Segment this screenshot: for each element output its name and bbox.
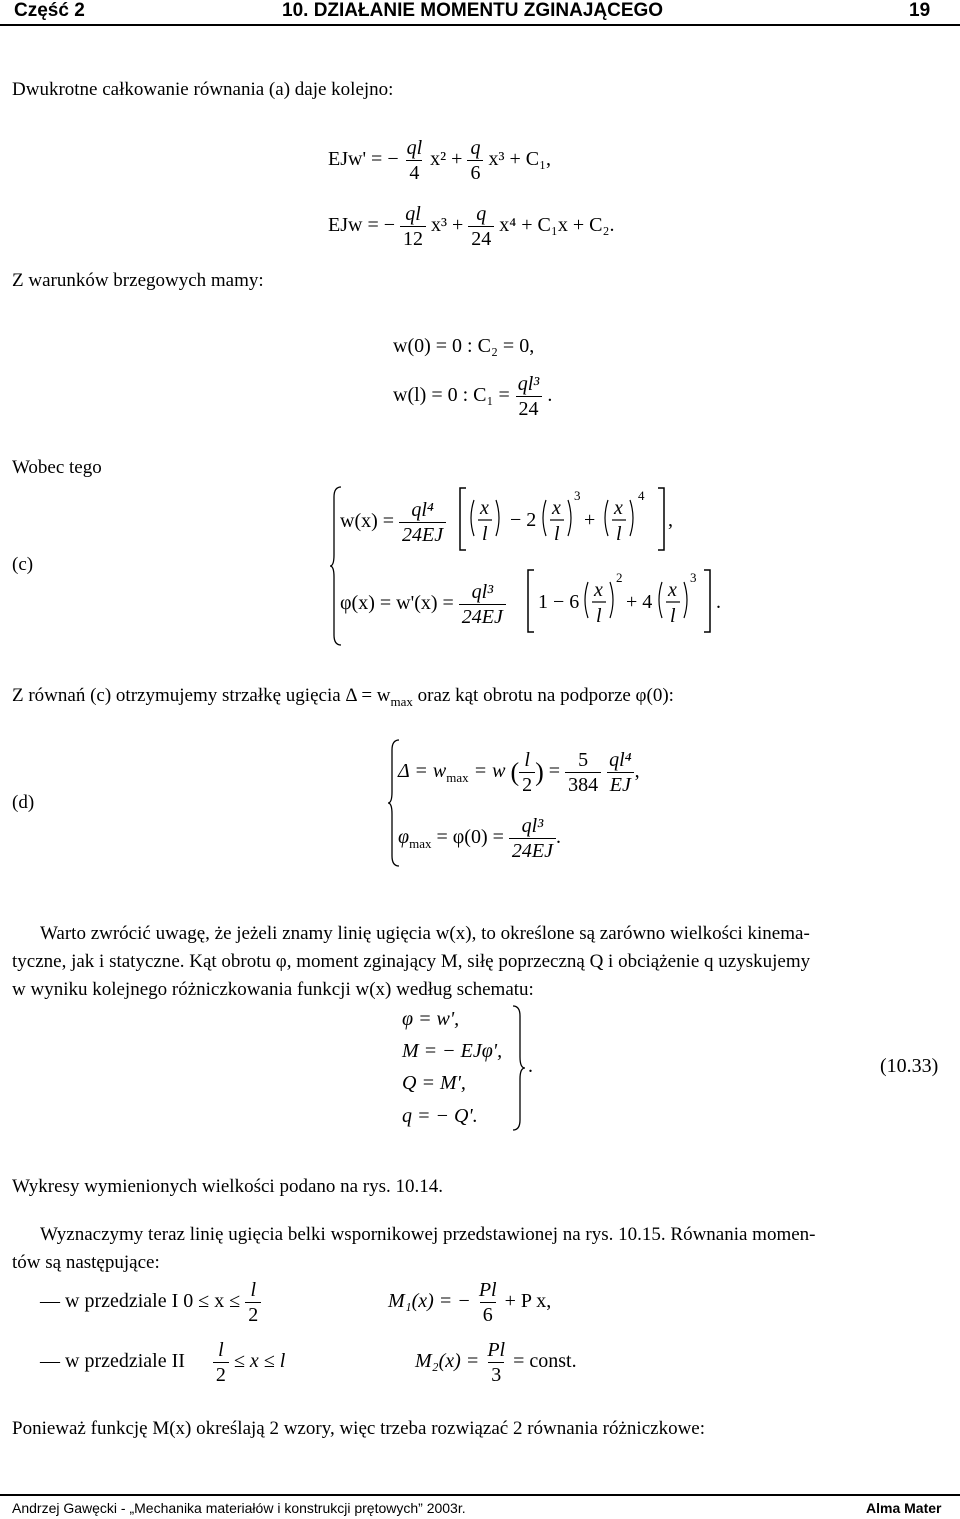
footer-left: Andrzej Gawęcki - „Mechanika materiałów i konstrukcji prętowych” 2003r. xyxy=(12,1500,466,1516)
final-text: Ponieważ funkcję M(x) określają 2 wzory, więc trzeba rozwiązać 2 równania różniczkowe: xyxy=(12,1418,706,1439)
equation-phi-of-x xyxy=(340,582,506,627)
d2-den: 24EJ xyxy=(509,838,556,861)
eq2-den2: 24 xyxy=(468,226,494,249)
para1-line3: w wyniku kolejnego różniczkowania funkcji w(x) według schematu: xyxy=(12,979,534,1000)
range2-mden: 3 xyxy=(488,1362,504,1385)
svg-text:3: 3 xyxy=(574,488,581,503)
d2-end: . xyxy=(555,826,561,849)
bc2-lhs: w(l) = 0 : C₁ = xyxy=(393,384,510,407)
d1-den1: 2 xyxy=(519,772,535,795)
range2-den: 2 xyxy=(213,1362,229,1385)
d1-num2: 5 xyxy=(578,749,589,771)
range1-mend: + P x, xyxy=(504,1290,552,1313)
d1-num1: l xyxy=(524,749,530,771)
header-chapter: 10. DZIAŁANIE MOMENTU ZGINAJĄCEGO xyxy=(282,0,664,21)
svg-text:l: l xyxy=(554,523,560,545)
svg-text:.: . xyxy=(716,591,721,613)
c1-den: 24EJ xyxy=(399,522,446,545)
scheme-line-3: Q = M', xyxy=(402,1072,466,1094)
c1-num: ql⁴ xyxy=(411,499,434,521)
d1-den3: EJ xyxy=(607,772,634,795)
d1-end: , xyxy=(634,760,640,783)
range2-mid: ≤ x ≤ l xyxy=(233,1350,286,1373)
svg-text:x: x xyxy=(668,579,677,601)
eq1-den2: 6 xyxy=(467,160,483,183)
svg-text:l: l xyxy=(616,523,622,545)
equation-ejw xyxy=(328,204,614,249)
para2-line2: tów są następujące: xyxy=(12,1252,160,1273)
eq2-num2: q xyxy=(476,203,487,225)
range2-m: M₂(x) = xyxy=(415,1350,480,1373)
para1-line2: tyczne, jak i statyczne. Kąt obrotu φ, moment zginający M, siłę poprzeczną Q i obciążenie q uzyskujemy xyxy=(12,951,811,972)
footer-rule xyxy=(0,1494,960,1496)
d2-mid: = φ(0) = xyxy=(436,826,504,849)
label-c: (c) xyxy=(12,554,34,575)
footer-right: Alma Mater xyxy=(866,1500,942,1516)
d2-lhs: φ xyxy=(398,826,410,849)
range2-moment xyxy=(415,1340,577,1385)
c2-lhs: φ(x) = w'(x) = xyxy=(340,592,454,615)
scheme-line-1: φ = w', xyxy=(402,1008,460,1030)
z-rownan-main: Z równań (c) otrzymujemy strzałkę ugięcia Δ = w xyxy=(12,685,391,706)
eq1-lhs: EJw' = − xyxy=(328,148,399,171)
eq2-num1: ql xyxy=(405,203,421,225)
svg-text:l: l xyxy=(670,605,676,627)
range2-num: l xyxy=(218,1339,224,1361)
bc2-end: . xyxy=(547,384,553,407)
header-part: Część 2 xyxy=(14,0,85,21)
wykresy-text: Wykresy wymienionych wielkości podano na rys. 10.14. xyxy=(12,1176,444,1197)
range1-m: M₁(x) = − xyxy=(388,1290,471,1313)
d2-num: ql³ xyxy=(521,815,544,837)
scheme-line-2: M = − EJφ', xyxy=(402,1040,503,1062)
range2-mnum: Pl xyxy=(487,1339,506,1361)
svg-text:2: 2 xyxy=(616,570,623,585)
c1-bracket-expression xyxy=(458,486,678,556)
bc2-num: ql³ xyxy=(517,373,540,395)
svg-text:x: x xyxy=(594,579,603,601)
equation-ejw-prime xyxy=(328,138,551,183)
eq1-num2: q xyxy=(470,137,481,159)
range1-condition xyxy=(40,1280,261,1325)
z-rownan-sub: max xyxy=(390,693,413,709)
para2-line1: Wyznaczymy teraz linię ugięcia belki wspornikowej przedstawionej na rys. 10.15. Równania momen- xyxy=(40,1224,816,1245)
svg-text:x: x xyxy=(614,497,623,519)
svg-text:− 2: − 2 xyxy=(510,509,537,531)
range2-mend: = const. xyxy=(513,1350,577,1373)
eq2-t1: x³ + xyxy=(431,214,464,237)
svg-text:4: 4 xyxy=(638,488,645,503)
label-d: (d) xyxy=(12,792,35,813)
d1-lhs: Δ = w xyxy=(398,760,447,783)
c2-bracket-expression xyxy=(526,568,726,638)
d1-mid: = w xyxy=(473,760,506,783)
svg-text:+ 4: + 4 xyxy=(626,591,653,613)
equation-phi-max xyxy=(398,816,561,861)
svg-text:,: , xyxy=(668,509,673,531)
range1-label: — w przedziale I 0 ≤ x ≤ xyxy=(40,1290,241,1313)
svg-text:l: l xyxy=(596,605,602,627)
eq2-lhs: EJw = − xyxy=(328,214,396,237)
boundary-label: Z warunków brzegowych mamy: xyxy=(12,270,264,291)
eq2-den1: 12 xyxy=(400,226,426,249)
range1-moment xyxy=(388,1280,551,1325)
bc-equation-2 xyxy=(393,374,552,419)
equation-delta: $\Delta = w_{max} = w$ ( $\frac{l}{2}$ ) = $\frac{5}{384}$ $\frac{\text{ql⁴}}{EJ}$ , xyxy=(398,749,640,796)
equation-number: (10.33) xyxy=(880,1055,939,1077)
range1-num: l xyxy=(250,1279,256,1301)
scheme-dot: . xyxy=(528,1055,533,1077)
svg-text:1 − 6: 1 − 6 xyxy=(538,591,580,613)
scheme-line-4: q = − Q'. xyxy=(402,1105,478,1127)
d1-den2: 384 xyxy=(565,772,601,795)
right-brace-scheme xyxy=(512,1006,526,1130)
svg-text:l: l xyxy=(482,523,488,545)
eq1-t2: x³ + C₁, xyxy=(488,148,552,171)
d1-sub: max xyxy=(446,770,469,786)
header-rule xyxy=(0,24,960,26)
c2-den: 24EJ xyxy=(459,604,506,627)
para1-line1: Warto zwrócić uwagę, że jeżeli znamy linię ugięcia w(x), to określone są zarówno wielkości kinema- xyxy=(40,923,810,944)
equation-w-of-x xyxy=(340,500,446,545)
z-rownan-text xyxy=(12,686,674,708)
eq1-t1: x² + xyxy=(430,148,463,171)
header-page-number: 19 xyxy=(909,0,931,21)
range2-condition xyxy=(40,1340,285,1385)
d2-sub: max xyxy=(409,836,432,852)
eq1-den1: 4 xyxy=(406,160,422,183)
d1-num3: ql⁴ xyxy=(609,749,632,771)
svg-text:x: x xyxy=(480,497,489,519)
range1-mden: 6 xyxy=(480,1302,496,1325)
bc-equation-1: w(0) = 0 : C₂ = 0, xyxy=(393,335,535,357)
wobec-tego: Wobec tego xyxy=(12,457,102,478)
c1-lhs: w(x) = xyxy=(340,510,395,533)
range1-den: 2 xyxy=(245,1302,261,1325)
eq1-num1: ql xyxy=(406,137,423,159)
range2-label: — w przedziale II xyxy=(40,1350,185,1373)
intro-text: Dwukrotne całkowanie równania (a) daje kolejno: xyxy=(12,79,394,100)
c2-num: ql³ xyxy=(471,581,494,603)
svg-text:3: 3 xyxy=(690,570,697,585)
z-rownan-end: oraz kąt obrotu na podporze φ(0): xyxy=(417,685,674,706)
range1-mnum: Pl xyxy=(478,1279,497,1301)
svg-text:x: x xyxy=(552,497,561,519)
svg-text:+: + xyxy=(584,509,596,531)
bc2-den: 24 xyxy=(516,396,542,419)
d1-eqs: = xyxy=(548,760,561,783)
eq2-t2: x⁴ + C₁x + C₂. xyxy=(499,214,615,237)
